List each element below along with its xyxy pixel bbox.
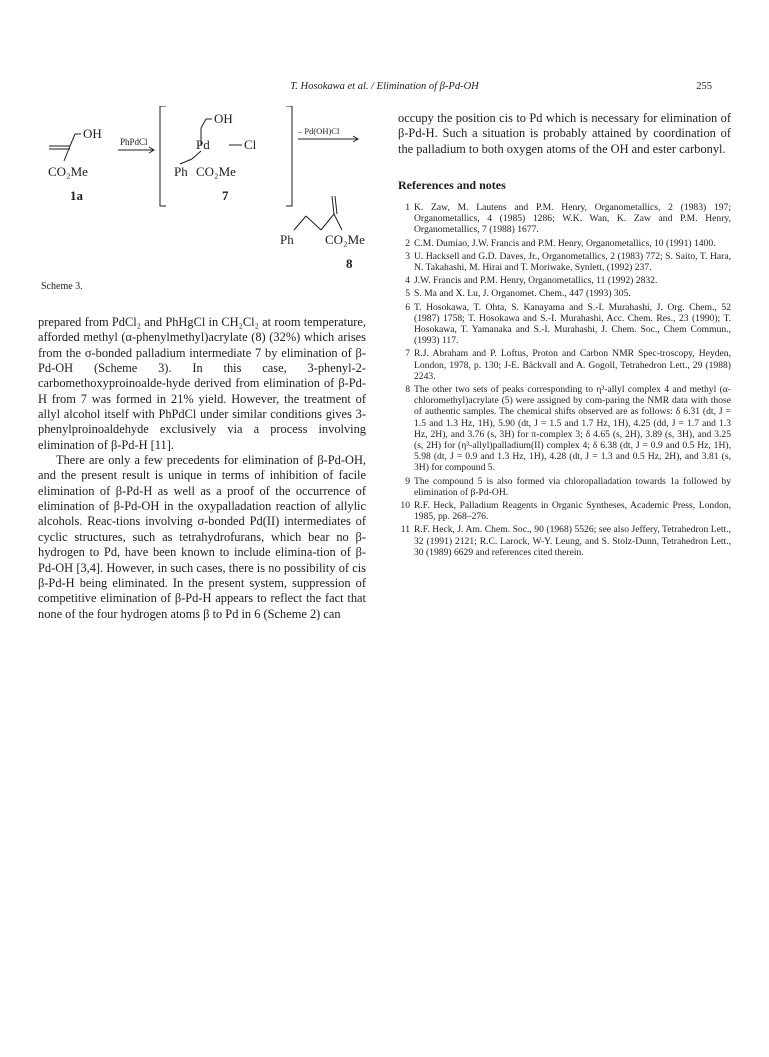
cl-label-7: Cl bbox=[244, 137, 257, 152]
scheme-3-diagram bbox=[36, 106, 376, 276]
ester-label-1a: CO₂Me bbox=[48, 164, 88, 179]
scheme-caption: Scheme 3. bbox=[41, 281, 83, 292]
reagent-pdohcl: – Pd(OH)Cl bbox=[298, 126, 340, 136]
reference-item: 11 R.F. Heck, J. Am. Chem. Soc., 90 (1968) 5526; see also Jeffery, Tetrahedron Lett., 32 (1991) 2121; R.C. Larock, W-Y. Leung, and S. Stolz-Dunn, Tetrahedron Lett., 30 (1989) 6629 and references cited therein. bbox=[400, 524, 731, 558]
running-head-title: T. Hosokawa et al. / Elimination of β-Pd-OH bbox=[290, 81, 479, 92]
reagent-phpdcl: PhPdCl bbox=[120, 137, 148, 147]
ph-label-7: Ph bbox=[174, 164, 188, 179]
running-head bbox=[0, 78, 769, 96]
ester-label-8: CO₂Me bbox=[325, 232, 365, 247]
pd-label-7: Pd bbox=[196, 137, 210, 152]
oh-label-7: OH bbox=[214, 111, 233, 126]
oh-label-1a: OH bbox=[83, 126, 102, 141]
compound-label-1a: 1a bbox=[70, 188, 83, 203]
reference-item: 4 J.W. Francis and P.M. Henry, Organometallics, 11 (1992) 2832. bbox=[405, 275, 658, 287]
body-paragraph-1: prepared from PdCl₂ and PhHgCl in CH₂Cl₂ at room temperature, afforded methyl (α-phenylmethyl)acrylate (8) (32%) which arises from the σ-bonded palladium intermediate 7 by elimination of β-Pd-OH (Scheme 3). In this case, 3-phenyl-2-carbomethoxyproinoalde-hyde derived from elimination of β-Pd-H from 7 was formed in 21% yield. However, the treatment of allyl alcohol itself with PhPdCl under similar conditions gives 3-phenylproinoaldehyde exclusively via a process involving elimination of β-Pd-H [11]. bbox=[38, 315, 366, 452]
reference-item: 3 U. Hacksell and G.D. Daves, Jr., Organometallics, 2 (1983) 772; S. Saito, T. Hara, N. Takahashi, M. Hirai and T. Moriwake, Synlett, (1992) 237. bbox=[405, 250, 731, 273]
left-column bbox=[38, 315, 366, 622]
references-heading: References and notes bbox=[398, 177, 506, 192]
reference-item: 6 T. Hosokawa, T. Ohta, S. Kanayama and S.-I. Murahashi, J. Org. Chem., 52 (1987) 1758; T. Hosokawa and S.-I. Murahashi, Acc. Chem. Res., 23 (1990); T. Hosokawa, T. Yamanaka and S.-I. Murahashi, J. Chem. Soc., Chem Commun., (1993) 117. bbox=[405, 301, 731, 347]
compound-label-7: 7 bbox=[222, 188, 229, 203]
reference-item: 10 R.F. Heck, Palladium Reagents in Organic Syntheses, Academic Press, London, 1985, pp. 268–276. bbox=[400, 499, 731, 523]
body-paragraph-continued: occupy the position cis to Pd which is necessary for elimination of β-Pd-H. Such a situation is probably attained by coordination of the palladium to both oxygen atoms of the OH and ester carbonyl. bbox=[398, 111, 731, 156]
reference-item: 5 S. Ma and X. Lu, J. Organomet. Chem., 447 (1993) 305. bbox=[405, 288, 631, 300]
ph-label-8: Ph bbox=[280, 232, 294, 247]
body-paragraph-2: There are only a few precedents for elimination of β-Pd-OH, and the present result is unique in terms of inhibition of facile elimination of β-Pd-H as well as a proof of the occurrence of elimination of β-Pd-OH in the oxypalladation reaction of allylic alcohols. Reac-tions involving σ-bonded Pd(II) intermediates of cyclic structures, such as tetrahydrofurans, which bear no β-hydrogen to Pd, have been known to include elimina-tion of β-Pd-OH [3,4]. However, in such cases, there is no possibility of cis β-Pd-H being eliminated. In the present system, suppression of competitive elimination of β-Pd-H appears to reflect the fact that none of the four hydrogen atoms β to Pd in 6 (Scheme 2) can bbox=[38, 453, 366, 621]
page-number: 255 bbox=[696, 81, 712, 92]
reference-item: 8 The other two sets of peaks corresponding to η³-allyl complex 4 and methyl (α-chloromethyl)acrylate (5) were assigned by com-paring the NMR data with those of authentic samples. The chemical shifts observed are as follows: δ 6.31 (dt, J = 1.5 and 1.3 Hz, 1H), 5.90 (dt, J = 1.5 and 1.7 Hz, 1H), 4.25 (dd, J = 1.7 and 1.3 Hz, 2H), and 3.76 (s, 3H) for π-complex 3; δ 4.65 (s, 2H), 3.89 (s, 3H), and 3.25 (s, 2H) for (η³-allyl)palladium(II) complex 4; δ 6.38 (dt, J = 0.9 and 0.5 Hz, 1H), 5.98 (dt, J = 0.9 and 1.3 Hz, 1H), 4.28 (dt, J = 1.3 and 0.5 Hz, 2H), and 3.81 (s, 3H) for compound 5. bbox=[405, 383, 731, 474]
references-list bbox=[398, 202, 731, 558]
reference-item: 1 K. Zaw, M. Lautens and P.M. Henry, Organometallics, 2 (1983) 197; Organometallics, 4 (1985) 1286; W.K. Wan, K. Zaw and P.M. Henry, Organometallics, 7 (1988) 1677. bbox=[405, 201, 731, 236]
right-column bbox=[398, 111, 731, 560]
reference-item: 7 R.J. Abraham and P. Loftus, Proton and Carbon NMR Spec-troscopy, Heyden, London, 1978, p. 130; J-E. Bäckvall and A. Gogoll, Tetrahedron Lett., 29 (1988) 2243. bbox=[405, 348, 731, 382]
reference-item: 9 The compound 5 is also formed via chloropalladation towards 1a followed by elimination of β-Pd-OH. bbox=[405, 475, 731, 498]
compound-label-8: 8 bbox=[346, 256, 353, 271]
reference-item: 2 C.M. Dumiao, J.W. Francis and P.M. Henry, Organometallics, 10 (1991) 1400. bbox=[405, 237, 716, 249]
ester-label-7: CO₂Me bbox=[196, 164, 236, 179]
